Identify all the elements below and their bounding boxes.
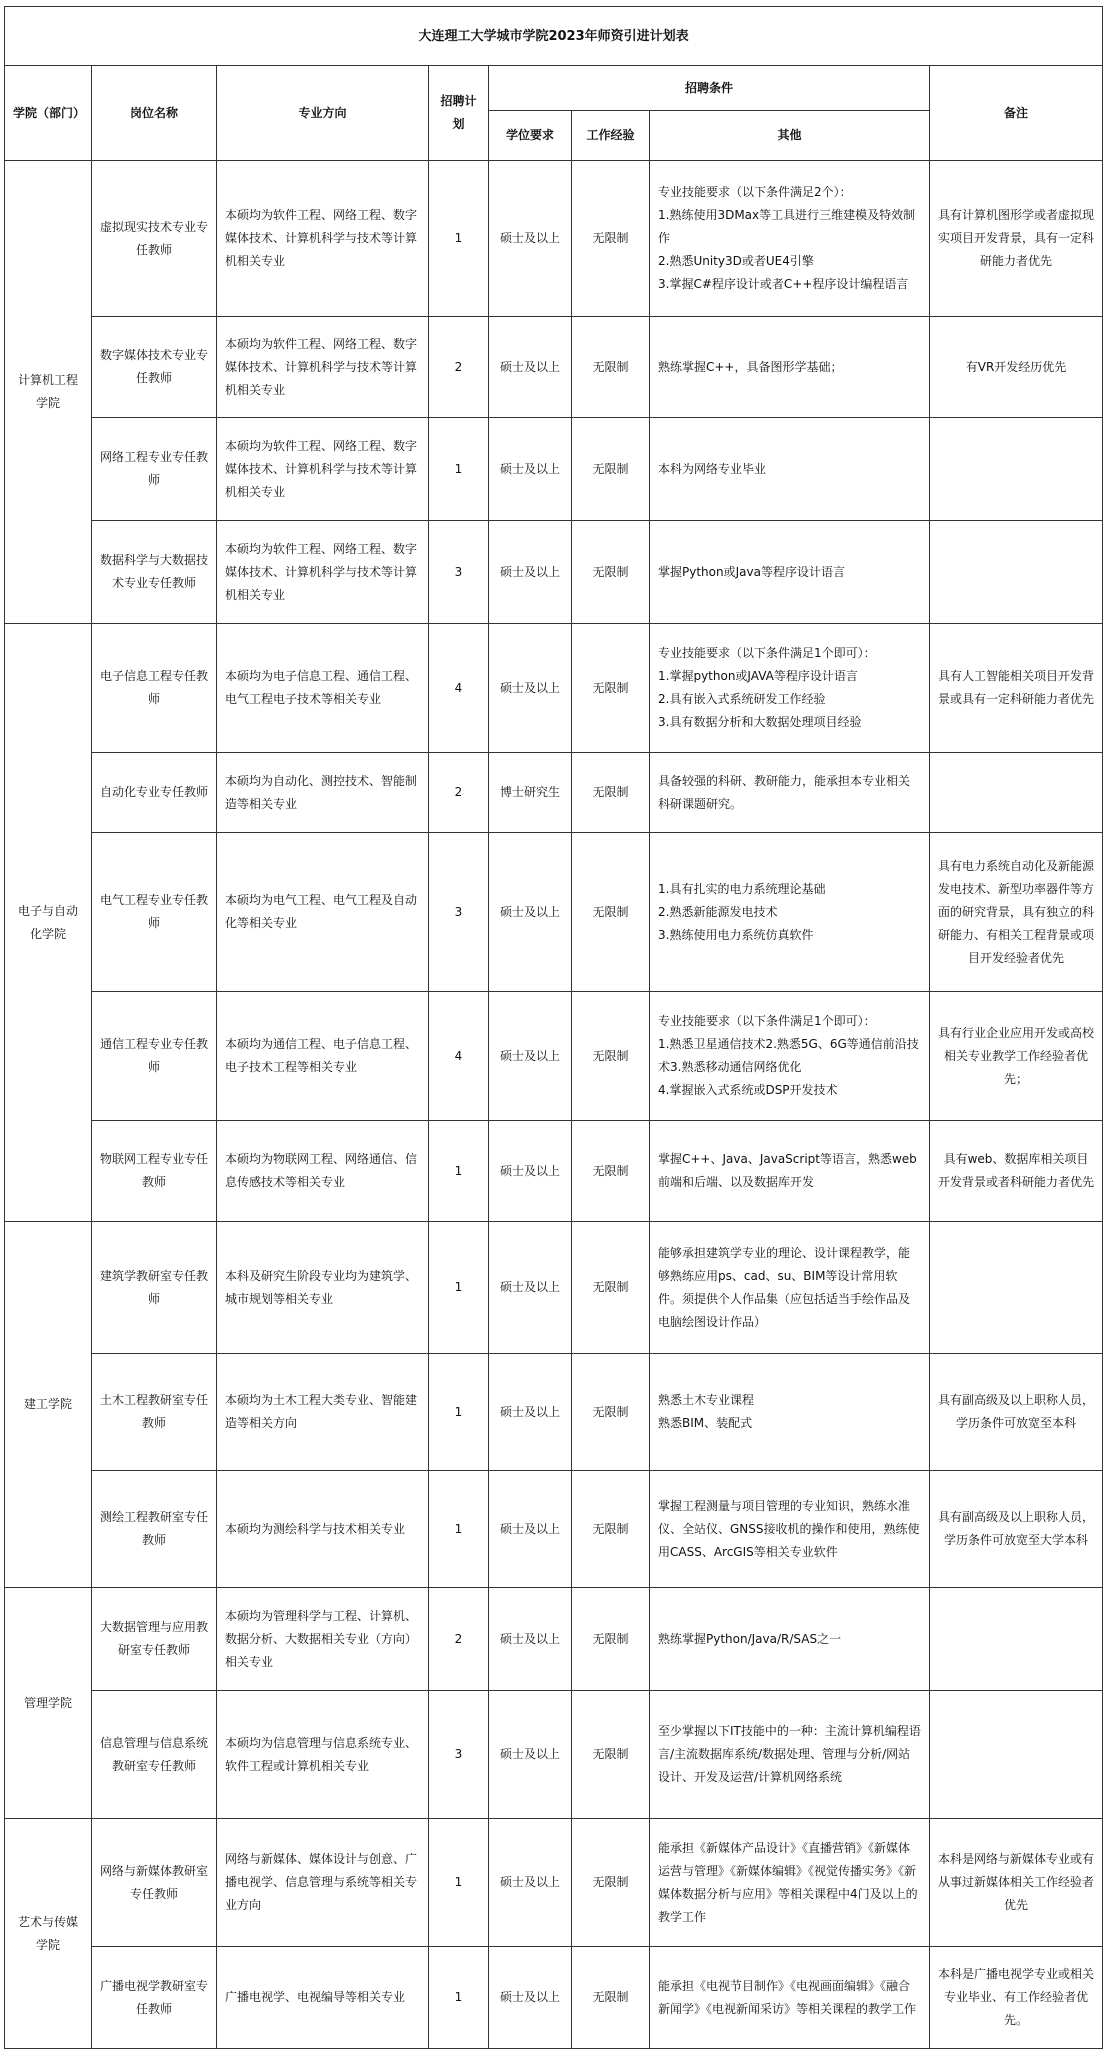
remarks-cell: 本科是广播电视学专业或相关专业毕业、有工作经验者优先。	[930, 1947, 1103, 2049]
header-conditions: 招聘条件	[489, 66, 930, 111]
experience-cell: 无限制	[572, 161, 650, 317]
major-cell: 本硕均为土木工程大类专业、智能建造等相关方向	[217, 1354, 429, 1471]
count-cell: 1	[429, 1947, 489, 2049]
remarks-cell	[930, 418, 1103, 521]
experience-cell: 无限制	[572, 1471, 650, 1588]
header-degree: 学位要求	[489, 111, 572, 161]
remarks-cell: 有VR开发经历优先	[930, 317, 1103, 418]
condition-line: 1.熟悉卫星通信技术2.熟悉5G、6G等通信前沿技术3.熟悉移动通信网络优化	[658, 1037, 919, 1074]
position-cell: 网络与新媒体教研室专任教师	[92, 1819, 217, 1947]
condition-line: 1.掌握python或JAVA等程序设计语言	[658, 669, 858, 683]
other-cell	[650, 833, 930, 992]
degree-cell: 硕士及以上	[489, 418, 572, 521]
condition-line: 熟悉BIM、装配式	[658, 1416, 753, 1430]
condition-line: 3.熟练使用电力系统仿真软件	[658, 927, 814, 942]
degree-cell: 硕士及以上	[489, 1471, 572, 1588]
remarks-cell: 具有计算机图形学或者虚拟现实项目开发背景，具有一定科研能力者优先	[930, 161, 1103, 317]
major-cell: 本硕均为软件工程、网络工程、数字媒体技术、计算机科学与技术等计算机相关专业	[217, 317, 429, 418]
table-title: 大连理工大学城市学院2023年师资引进计划表	[5, 7, 1103, 66]
degree-cell: 硕士及以上	[489, 1222, 572, 1354]
experience-cell: 无限制	[572, 521, 650, 624]
count-cell: 2	[429, 753, 489, 833]
position-cell: 网络工程专业专任教师	[92, 418, 217, 521]
other-cell	[650, 418, 930, 521]
remarks-cell	[930, 1588, 1103, 1691]
remarks-cell: 具有web、数据库相关项目开发背景或者科研能力者优先	[930, 1121, 1103, 1222]
other-cell	[650, 1354, 930, 1471]
condition-line: 具备较强的科研、教研能力，能承担本专业相关科研课题研究。	[658, 773, 911, 811]
degree-cell: 硕士及以上	[489, 992, 572, 1121]
position-cell: 广播电视学教研室专任教师	[92, 1947, 217, 2049]
table-row	[5, 1819, 1103, 1947]
other-cell	[650, 161, 930, 317]
remarks-cell: 具有副高级及以上职称人员，学历条件可放宽至本科	[930, 1354, 1103, 1471]
table-row	[5, 161, 1103, 317]
major-cell: 本硕均为软件工程、网络工程、数字媒体技术、计算机科学与技术等计算机相关专业	[217, 521, 429, 624]
major-cell: 本硕均为电子信息工程、通信工程、电气工程电子技术等相关专业	[217, 624, 429, 753]
condition-line: 2.熟悉Unity3D或者UE4引擎	[658, 254, 814, 268]
major-cell: 本硕均为电气工程、电气工程及自动化等相关专业	[217, 833, 429, 992]
major-cell: 本硕均为物联网工程、网络通信、信息传感技术等相关专业	[217, 1121, 429, 1222]
table-row	[5, 753, 1103, 833]
position-cell: 建筑学教研室专任教师	[92, 1222, 217, 1354]
count-cell: 4	[429, 624, 489, 753]
degree-cell: 硕士及以上	[489, 1819, 572, 1947]
condition-line: 3.具有数据分析和大数据处理项目经验	[658, 715, 862, 729]
condition-line: 本科为网络专业毕业	[658, 461, 767, 476]
other-cell	[650, 1691, 930, 1819]
experience-cell: 无限制	[572, 418, 650, 521]
table-row	[5, 833, 1103, 992]
header-other: 其他	[650, 111, 930, 161]
table-row	[5, 1354, 1103, 1471]
document	[4, 6, 1102, 2049]
condition-line: 能承担《新媒体产品设计》《直播营销》《新媒体运营与管理》《新媒体编辑》《视觉传播实务》《新媒体数据分析与应用》等相关课程中4门及以上的教学工作	[658, 1840, 918, 1924]
count-cell: 1	[429, 1471, 489, 1588]
dept-cell: 建工学院	[5, 1222, 92, 1588]
degree-cell: 硕士及以上	[489, 1691, 572, 1819]
condition-line: 掌握C++、Java、JavaScript等语言，熟悉web前端和后端、以及数据库开发	[658, 1152, 917, 1189]
major-cell: 本硕均为测绘科学与技术相关专业	[217, 1471, 429, 1588]
position-cell: 数字媒体技术专业专任教师	[92, 317, 217, 418]
position-cell: 土木工程教研室专任教师	[92, 1354, 217, 1471]
degree-cell: 硕士及以上	[489, 317, 572, 418]
remarks-cell: 具有行业企业应用开发或高校相关专业教学工作经验者优先；	[930, 992, 1103, 1121]
condition-line: 能够承担建筑学专业的理论、设计课程教学，能够熟练应用ps、cad、su、BIM等设计常用软件。须提供个人作品集（应包括适当手绘作品及电脑绘图设计作品）	[658, 1245, 911, 1329]
condition-line: 专业技能要求（以下条件满足1个即可）：	[658, 1014, 876, 1028]
table-row	[5, 992, 1103, 1121]
dept-cell: 计算机工程学院	[5, 161, 92, 624]
experience-cell: 无限制	[572, 317, 650, 418]
dept-cell: 艺术与传媒学院	[5, 1819, 92, 2049]
major-cell: 本科及研究生阶段专业均为建筑学、城市规划等相关专业	[217, 1222, 429, 1354]
other-cell	[650, 624, 930, 753]
major-cell: 广播电视学、电视编导等相关专业	[217, 1947, 429, 2049]
experience-cell: 无限制	[572, 1121, 650, 1222]
condition-line: 1.具有扎实的电力系统理论基础	[658, 881, 826, 896]
experience-cell: 无限制	[572, 833, 650, 992]
major-cell: 本硕均为通信工程、电子信息工程、电子技术工程等相关专业	[217, 992, 429, 1121]
remarks-cell: 具有人工智能相关项目开发背景或具有一定科研能力者优先	[930, 624, 1103, 753]
other-cell	[650, 1819, 930, 1947]
position-cell: 通信工程专业专任教师	[92, 992, 217, 1121]
table-row	[5, 1121, 1103, 1222]
major-cell: 网络与新媒体、媒体设计与创意、广播电视学、信息管理与系统等相关专业方向	[217, 1819, 429, 1947]
position-cell: 自动化专业专任教师	[92, 753, 217, 833]
degree-cell: 硕士及以上	[489, 1121, 572, 1222]
other-cell	[650, 753, 930, 833]
count-cell: 2	[429, 317, 489, 418]
header-major: 专业方向	[217, 66, 429, 161]
position-cell: 大数据管理与应用教研室专任教师	[92, 1588, 217, 1691]
condition-line: 掌握工程测量与项目管理的专业知识，熟练水准仪、全站仪、GNSS接收机的操作和使用，熟练使用CASS、ArcGIS等相关专业软件	[658, 1498, 920, 1559]
header-dept: 学院（部门）	[5, 66, 92, 161]
other-cell	[650, 1588, 930, 1691]
count-cell: 4	[429, 992, 489, 1121]
position-cell: 虚拟现实技术专业专任教师	[92, 161, 217, 317]
count-cell: 1	[429, 1819, 489, 1947]
remarks-cell	[930, 753, 1103, 833]
count-cell: 1	[429, 1121, 489, 1222]
condition-line: 能承担《电视节目制作》《电视画面编辑》《融合新闻学》《电视新闻采访》等相关课程的教学工作	[658, 1978, 917, 2016]
position-cell: 电气工程专业专任教师	[92, 833, 217, 992]
dept-cell: 管理学院	[5, 1588, 92, 1819]
other-cell	[650, 317, 930, 418]
table-row	[5, 521, 1103, 624]
major-cell: 本硕均为自动化、测控技术、智能制造等相关专业	[217, 753, 429, 833]
table-row	[5, 624, 1103, 753]
other-cell	[650, 1947, 930, 2049]
table-row	[5, 1691, 1103, 1819]
experience-cell: 无限制	[572, 1588, 650, 1691]
experience-cell: 无限制	[572, 624, 650, 753]
degree-cell: 硕士及以上	[489, 1588, 572, 1691]
degree-cell: 硕士及以上	[489, 161, 572, 317]
header-count: 招聘计划	[429, 66, 489, 161]
count-cell: 2	[429, 1588, 489, 1691]
position-cell: 物联网工程专业专任教师	[92, 1121, 217, 1222]
position-cell: 测绘工程教研室专任教师	[92, 1471, 217, 1588]
table-row	[5, 1588, 1103, 1691]
count-cell: 3	[429, 833, 489, 992]
table-row	[5, 1471, 1103, 1588]
remarks-cell	[930, 1691, 1103, 1819]
count-cell: 1	[429, 418, 489, 521]
remarks-cell	[930, 521, 1103, 624]
table-row	[5, 418, 1103, 521]
experience-cell: 无限制	[572, 992, 650, 1121]
condition-line: 专业技能要求（以下条件满足1个即可）：	[658, 646, 876, 660]
experience-cell: 无限制	[572, 1222, 650, 1354]
degree-cell: 硕士及以上	[489, 1947, 572, 2049]
other-cell	[650, 1121, 930, 1222]
experience-cell: 无限制	[572, 1691, 650, 1819]
major-cell: 本硕均为软件工程、网络工程、数字媒体技术、计算机科学与技术等计算机相关专业	[217, 161, 429, 317]
major-cell: 本硕均为软件工程、网络工程、数字媒体技术、计算机科学与技术等计算机相关专业	[217, 418, 429, 521]
other-cell	[650, 992, 930, 1121]
position-cell: 信息管理与信息系统教研室专任教师	[92, 1691, 217, 1819]
experience-cell: 无限制	[572, 753, 650, 833]
degree-cell: 硕士及以上	[489, 624, 572, 753]
degree-cell: 硕士及以上	[489, 1354, 572, 1471]
degree-cell: 硕士及以上	[489, 521, 572, 624]
experience-cell: 无限制	[572, 1947, 650, 2049]
condition-line: 1.熟练使用3DMax等工具进行三维建模及特效制作	[658, 208, 916, 245]
major-cell: 本硕均为管理科学与工程、计算机、数据分析、大数据相关专业（方向）相关专业	[217, 1588, 429, 1691]
position-cell: 电子信息工程专任教师	[92, 624, 217, 753]
remarks-cell: 本科是网络与新媒体专业或有从事过新媒体相关工作经验者优先	[930, 1819, 1103, 1947]
condition-line: 熟悉土木专业课程	[658, 1393, 755, 1407]
degree-cell: 硕士及以上	[489, 833, 572, 992]
other-cell	[650, 1471, 930, 1588]
experience-cell: 无限制	[572, 1819, 650, 1947]
remarks-cell: 具有副高级及以上职称人员，学历条件可放宽至大学本科	[930, 1471, 1103, 1588]
table-row	[5, 1947, 1103, 2049]
table-body	[5, 161, 1103, 2049]
other-cell	[650, 1222, 930, 1354]
condition-line: 熟练掌握C++，具备图形学基础；	[658, 359, 843, 374]
count-cell: 3	[429, 1691, 489, 1819]
condition-line: 4.掌握嵌入式系统或DSP开发技术	[658, 1083, 838, 1097]
condition-line: 至少掌握以下IT技能中的一种：主流计算机编程语言/主流数据库系统/数据处理、管理与分析/网站设计、开发及运营/计算机网络系统	[658, 1724, 921, 1784]
condition-line: 专业技能要求（以下条件满足2个）：	[658, 185, 852, 199]
count-cell: 3	[429, 521, 489, 624]
condition-line: 掌握Python或Java等程序设计语言	[658, 564, 845, 579]
major-cell: 本硕均为信息管理与信息系统专业、软件工程或计算机相关专业	[217, 1691, 429, 1819]
count-cell: 1	[429, 161, 489, 317]
condition-line: 2.熟悉新能源发电技术	[658, 904, 778, 919]
dept-cell: 电子与自动化学院	[5, 624, 92, 1222]
condition-line: 2.具有嵌入式系统研发工作经验	[658, 692, 826, 706]
position-cell: 数据科学与大数据技术专业专任教师	[92, 521, 217, 624]
header-position: 岗位名称	[92, 66, 217, 161]
degree-cell: 博士研究生	[489, 753, 572, 833]
header-remarks: 备注	[930, 66, 1103, 161]
experience-cell: 无限制	[572, 1354, 650, 1471]
condition-line: 熟练掌握Python/Java/R/SAS之一	[658, 1631, 842, 1646]
remarks-cell: 具有电力系统自动化及新能源发电技术、新型功率器件等方面的研究背景，具有独立的科研能力、有相关工程背景或项目开发经验者优先	[930, 833, 1103, 992]
count-cell: 1	[429, 1354, 489, 1471]
recruitment-table	[4, 6, 1103, 2049]
table-row	[5, 1222, 1103, 1354]
condition-line: 3.掌握C#程序设计或者C++程序设计编程语言	[658, 277, 909, 291]
count-cell: 1	[429, 1222, 489, 1354]
remarks-cell	[930, 1222, 1103, 1354]
table-row	[5, 317, 1103, 418]
header-experience: 工作经验	[572, 111, 650, 161]
other-cell	[650, 521, 930, 624]
